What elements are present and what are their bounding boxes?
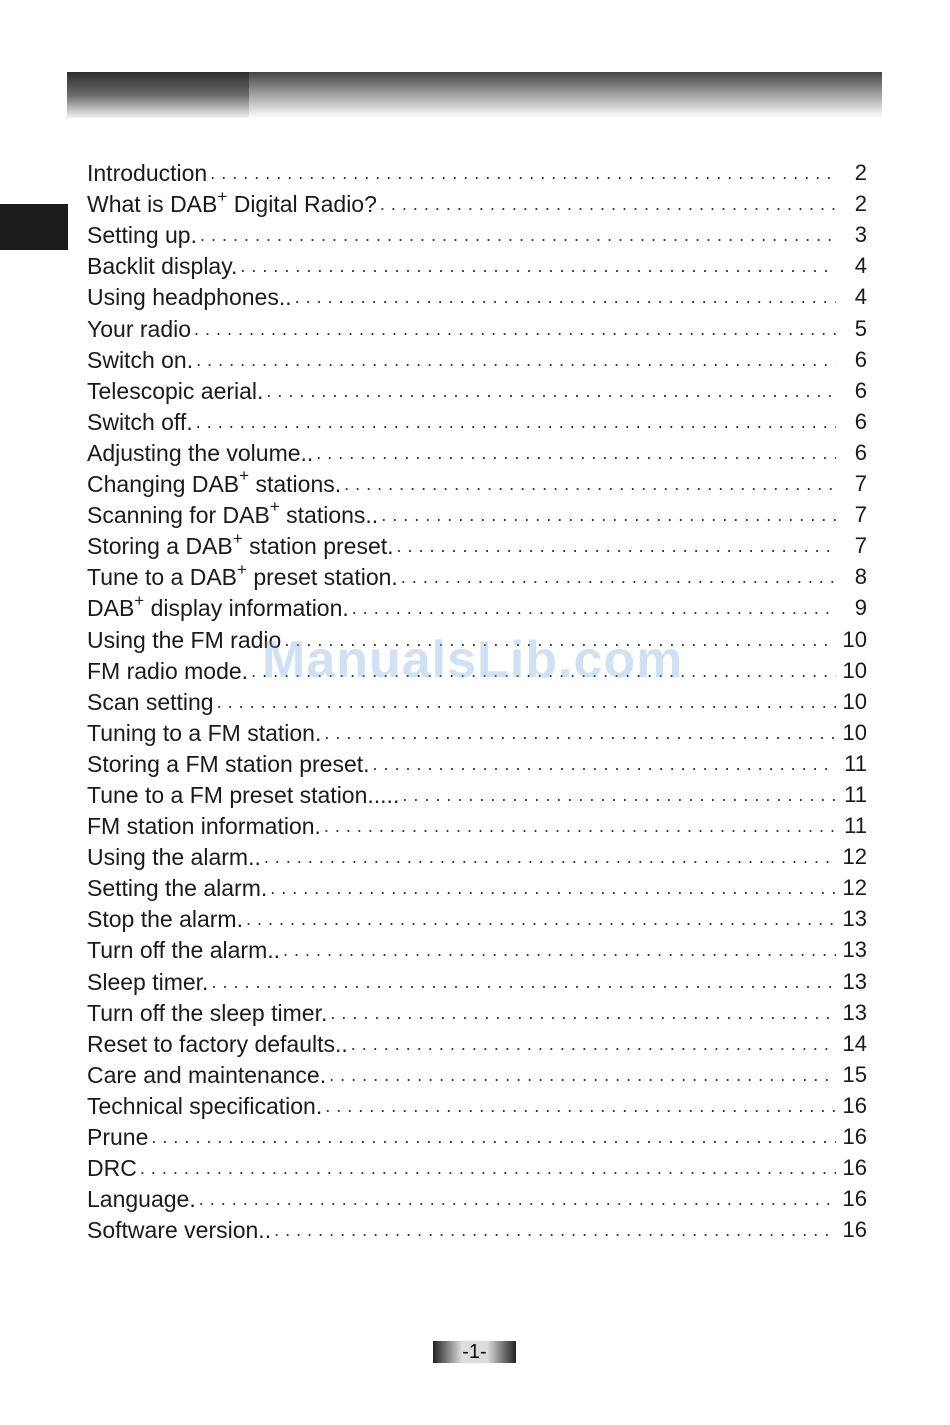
toc-entry-title-text: FM radio mode.: [87, 657, 249, 684]
toc-entry-title-rest: station preset.: [242, 533, 394, 560]
toc-entry[interactable]: [87, 622, 867, 653]
page-number: -1-: [433, 1341, 516, 1363]
toc-entry[interactable]: [87, 1058, 867, 1089]
toc-entry-page-number: 7: [854, 502, 867, 528]
toc-entry-page-number: 16: [842, 1217, 867, 1243]
toc-entry-page-number: 4: [854, 284, 867, 310]
toc-entry-title-rest: preset station.: [246, 564, 398, 591]
toc-entry-title-text: Backlit display.: [87, 253, 238, 280]
toc-entry-page-number: 3: [854, 222, 867, 248]
toc-entry[interactable]: [87, 311, 867, 342]
toc-entry-title: [87, 466, 342, 498]
toc-entry-title-text: Prune: [87, 1124, 149, 1150]
toc-entry-title: [87, 719, 321, 747]
toc-entry-superscript: +: [237, 559, 247, 579]
toc-entry-title: [87, 221, 197, 249]
toc-entry-title-text: Tune to a DAB: [87, 564, 238, 591]
toc-entry-title-text: DAB: [87, 595, 135, 622]
toc-entry-title: [87, 1061, 326, 1089]
toc-entry-title: [87, 750, 370, 778]
toc-entry-page-number: 16: [842, 1124, 867, 1149]
toc-entry[interactable]: [87, 218, 867, 249]
toc-entry-title-text: Care and maintenance.: [87, 1061, 327, 1088]
toc-entry-title: [87, 1123, 148, 1151]
toc-entry[interactable]: [87, 498, 867, 529]
toc-entry-title-text: Storing a DAB: [87, 533, 233, 560]
toc-entry[interactable]: [87, 747, 867, 778]
toc-entry-leader-dots: [151, 1123, 836, 1151]
toc-entry-leader-dots: [329, 1061, 836, 1089]
toc-entry-title: [87, 497, 379, 529]
toc-entry-leader-dots: [351, 1030, 836, 1058]
toc-entry-title-text: Tune to a FM preset station.....: [87, 781, 400, 808]
toc-entry-title: [87, 843, 261, 871]
toc-entry-title-text: Switch off.: [87, 408, 193, 435]
toc-entry[interactable]: [87, 1089, 867, 1120]
toc-entry-title: [87, 1216, 271, 1244]
toc-entry[interactable]: [87, 436, 867, 467]
header-bar-fade: [249, 72, 882, 118]
toc-entry-title: [87, 905, 243, 933]
toc-entry[interactable]: [87, 964, 867, 995]
toc-entry-leader-dots: [200, 221, 836, 249]
toc-entry-title: [87, 626, 281, 654]
toc-entry-title: [87, 999, 327, 1027]
toc-entry-page-number: 6: [854, 408, 867, 434]
toc-entry-title: [87, 408, 193, 436]
toc-entry-title: [87, 968, 208, 996]
toc-entry-leader-dots: [199, 1185, 836, 1213]
toc-entry[interactable]: [87, 778, 867, 809]
toc-entry-page-number: 13: [842, 906, 867, 932]
toc-entry-leader-dots: [210, 159, 836, 187]
toc-entry[interactable]: [87, 1027, 867, 1058]
toc-entry-title-text: Using the alarm..: [87, 844, 261, 871]
toc-entry-superscript: +: [239, 466, 250, 486]
toc-entry-leader-dots: [240, 252, 836, 280]
toc-entry-leader-dots: [194, 315, 836, 343]
toc-entry-title: [87, 186, 377, 218]
toc-entry-leader-dots: [284, 626, 836, 654]
toc-entry-leader-dots: [325, 1092, 836, 1120]
toc-entry-title-rest: stations..: [279, 502, 379, 529]
toc-entry-title-text: Changing DAB: [87, 471, 240, 498]
toc-entry-leader-dots: [270, 874, 836, 902]
toc-entry-leader-dots: [324, 812, 836, 840]
table-of-contents: [87, 156, 867, 1244]
toc-entry[interactable]: [87, 840, 867, 871]
toc-entry-title-rest: display information.: [144, 595, 349, 622]
toc-entry-page-number: 13: [842, 968, 867, 994]
toc-entry-leader-dots: [402, 781, 836, 809]
toc-entry-title: [87, 439, 313, 467]
toc-entry-title-text: Reset to factory defaults..: [87, 1030, 348, 1057]
toc-entry-leader-dots: [381, 501, 836, 529]
toc-entry[interactable]: [87, 156, 867, 187]
toc-entry-title: [87, 315, 191, 343]
toc-entry-title-rest: stations.: [249, 471, 342, 498]
toc-entry-page-number: 5: [854, 315, 867, 341]
toc-entry[interactable]: [87, 685, 867, 716]
toc-entry-title-text: Turn off the alarm..: [87, 937, 281, 964]
toc-entry[interactable]: [87, 1151, 867, 1182]
toc-entry-title-text: Using headphones..: [87, 284, 292, 311]
toc-entry-title-text: Your radio: [87, 315, 192, 342]
toc-entry-page-number: 11: [844, 781, 867, 807]
toc-entry[interactable]: [87, 374, 867, 405]
toc-entry-title: [87, 812, 321, 840]
toc-entry-page-number: 10: [842, 688, 867, 714]
watermark: ManualsLib.com: [262, 631, 684, 689]
toc-entry-title: [87, 159, 207, 187]
toc-entry-title-text: Turn off the sleep timer.: [87, 999, 328, 1026]
toc-entry-page-number: 12: [842, 844, 867, 870]
toc-entry-leader-dots: [251, 657, 836, 685]
toc-entry[interactable]: [87, 1182, 867, 1213]
toc-entry-title: [87, 559, 398, 591]
toc-entry-page-number: 16: [842, 1186, 867, 1212]
toc-entry-page-number: 6: [854, 439, 867, 465]
toc-entry-title: [87, 1154, 137, 1182]
toc-entry-title-text: Stop the alarm.: [87, 906, 243, 933]
toc-entry-leader-dots: [211, 968, 836, 996]
toc-entry-page-number: 4: [854, 253, 867, 279]
toc-entry-page-number: 14: [842, 1030, 867, 1056]
toc-entry-title-text: Sleep timer.: [87, 968, 209, 995]
toc-entry-leader-dots: [217, 688, 836, 716]
toc-entry-page-number: 13: [842, 937, 867, 963]
toc-entry-page-number: 11: [844, 813, 867, 839]
toc-entry[interactable]: [87, 280, 867, 311]
toc-entry-title: [87, 936, 280, 964]
toc-entry-title-text: Setting the alarm.: [87, 875, 268, 902]
toc-entry-leader-dots: [397, 532, 836, 560]
toc-entry-superscript: +: [269, 497, 280, 517]
toc-entry-title: [87, 657, 248, 685]
toc-entry-page-number: 9: [854, 595, 867, 621]
toc-entry-leader-dots: [196, 408, 836, 436]
toc-entry-page-number: 10: [842, 657, 867, 683]
toc-entry-page-number: 10: [842, 626, 867, 652]
toc-entry-title-text: Telescopic aerial.: [87, 377, 264, 404]
header-bar: [67, 72, 882, 118]
toc-entry-page-number: 11: [844, 750, 867, 776]
toc-entry[interactable]: [87, 996, 867, 1027]
toc-entry-leader-dots: [264, 843, 836, 871]
toc-entry-title-text: What is DAB: [87, 191, 218, 218]
toc-entry-title: [87, 874, 267, 902]
toc-entry-leader-dots: [274, 1216, 836, 1244]
toc-entry-title-text: FM station information.: [87, 813, 321, 840]
toc-entry-leader-dots: [352, 594, 836, 622]
toc-entry-title-text: Switch on.: [87, 346, 194, 373]
toc-entry-title: [87, 590, 349, 622]
toc-entry-title-text: DRC: [87, 1155, 137, 1182]
toc-entry-title: [87, 346, 193, 374]
toc-entry[interactable]: [87, 560, 867, 591]
toc-entry-title-text: Adjusting the volume..: [87, 439, 314, 466]
toc-entry-title-text: Technical specification.: [87, 1092, 323, 1119]
toc-entry-title: [87, 688, 214, 716]
toc-entry-title-text: Introduction: [87, 160, 208, 187]
toc-entry-title: [87, 283, 292, 311]
toc-entry-leader-dots: [266, 377, 836, 405]
side-tab: [0, 204, 68, 250]
toc-entry-leader-dots: [401, 563, 836, 591]
toc-entry-leader-dots: [380, 190, 836, 218]
toc-entry-title-text: Tuning to a FM station.: [87, 719, 322, 746]
toc-entry-superscript: +: [217, 186, 228, 206]
toc-entry[interactable]: [87, 871, 867, 902]
toc-entry-title-text: Software version..: [87, 1217, 272, 1244]
toc-entry[interactable]: [87, 809, 867, 840]
toc-entry-page-number: 2: [854, 191, 867, 217]
toc-entry-leader-dots: [316, 439, 836, 467]
toc-entry-title-text: Language.: [87, 1186, 196, 1213]
toc-entry-title: [87, 1092, 322, 1120]
toc-entry-title: [87, 1030, 348, 1058]
toc-entry-superscript: +: [134, 590, 145, 610]
toc-entry-page-number: 8: [854, 564, 867, 590]
toc-entry[interactable]: [87, 405, 867, 436]
toc-entry-page-number: 6: [854, 377, 867, 403]
toc-entry-title-text: Scanning for DAB: [87, 502, 270, 529]
toc-entry-leader-dots: [246, 905, 836, 933]
toc-entry[interactable]: [87, 902, 867, 933]
toc-entry-page-number: 13: [842, 999, 867, 1025]
toc-entry-title: [87, 781, 399, 809]
toc-entry-page-number: 15: [842, 1061, 867, 1087]
toc-entry[interactable]: [87, 1213, 867, 1244]
toc-entry-title-text: Storing a FM station preset.: [87, 750, 370, 777]
toc-entry[interactable]: [87, 1120, 867, 1151]
toc-entry-leader-dots: [373, 750, 836, 778]
toc-entry-page-number: 12: [842, 875, 867, 901]
toc-entry[interactable]: [87, 249, 867, 280]
toc-entry-title-text: Scan setting: [87, 688, 214, 715]
toc-entry[interactable]: [87, 467, 867, 498]
toc-entry[interactable]: [87, 716, 867, 747]
toc-entry-page-number: 16: [842, 1155, 867, 1181]
toc-entry[interactable]: [87, 187, 867, 218]
toc-entry-leader-dots: [283, 936, 836, 964]
toc-entry-title: [87, 252, 237, 280]
toc-entry-leader-dots: [196, 346, 836, 374]
toc-entry-page-number: 10: [842, 719, 867, 745]
toc-entry-title-text: Using the FM radio: [87, 626, 282, 653]
toc-entry-page-number: 7: [854, 471, 867, 497]
toc-entry[interactable]: [87, 591, 867, 622]
toc-entry-title-text: Setting up.: [87, 222, 197, 249]
toc-entry-page-number: 2: [854, 160, 867, 186]
toc-entry-leader-dots: [330, 999, 836, 1027]
toc-entry-leader-dots: [295, 283, 836, 311]
toc-entry-page-number: 16: [842, 1092, 867, 1118]
toc-entry-title: [87, 528, 394, 560]
toc-entry[interactable]: [87, 529, 867, 560]
toc-entry-leader-dots: [140, 1154, 836, 1182]
toc-entry[interactable]: [87, 343, 867, 374]
toc-entry[interactable]: [87, 933, 867, 964]
toc-entry-title: [87, 377, 263, 405]
toc-entry-superscript: +: [232, 528, 243, 548]
toc-entry-page-number: 6: [854, 346, 867, 372]
toc-entry[interactable]: [87, 654, 867, 685]
toc-entry-title-rest: Digital Radio?: [227, 191, 377, 218]
toc-entry-leader-dots: [344, 470, 836, 498]
toc-entry-title: [87, 1185, 196, 1213]
toc-entry-page-number: 7: [854, 533, 867, 559]
toc-entry-leader-dots: [324, 719, 836, 747]
